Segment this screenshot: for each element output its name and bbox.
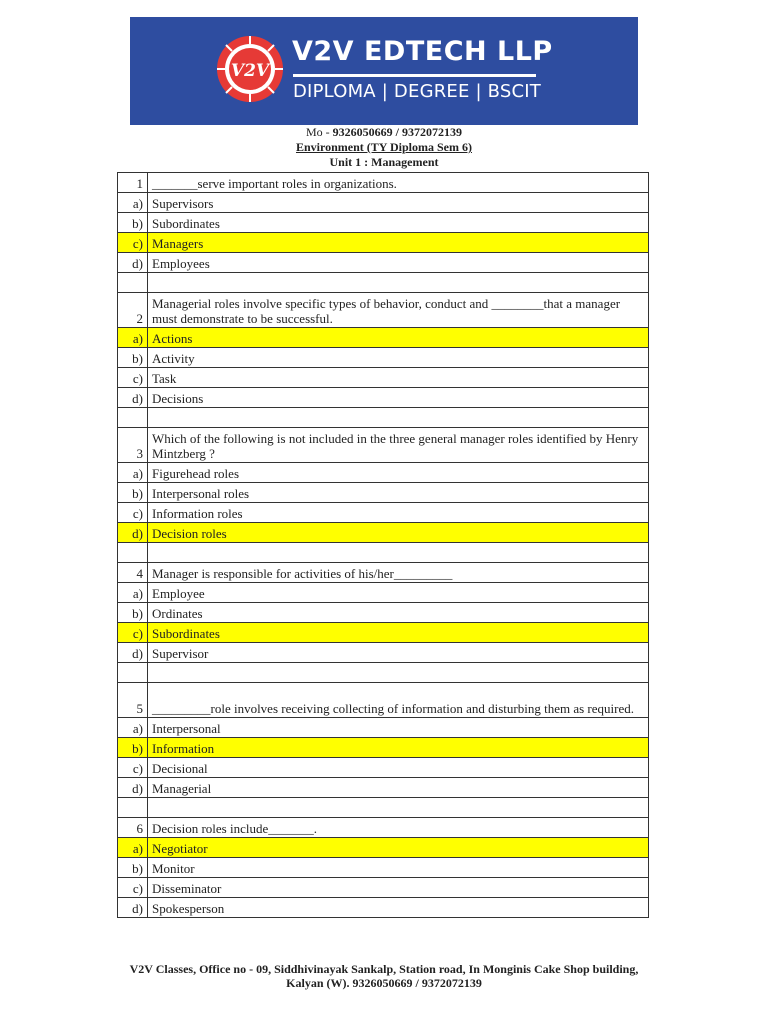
option-text: Figurehead roles	[148, 463, 649, 483]
questions-table	[117, 172, 649, 918]
option-label: b)	[118, 213, 148, 233]
question-row	[118, 683, 649, 718]
option-label: d)	[118, 388, 148, 408]
unit-title	[0, 155, 768, 170]
spacer-cell	[118, 408, 148, 428]
question-text: _________role involves receiving collecting of information and disturbing them as required.	[148, 683, 649, 718]
option-row	[118, 858, 649, 878]
option-label: b)	[118, 858, 148, 878]
option-row	[118, 718, 649, 738]
option-row-correct	[118, 328, 649, 348]
question-text: Decision roles include_______.	[148, 818, 649, 838]
unit-text: Unit 1 : Management	[329, 155, 439, 169]
option-text: Negotiator	[148, 838, 649, 858]
option-text: Actions	[148, 328, 649, 348]
option-label: d)	[118, 253, 148, 273]
spacer-cell	[118, 543, 148, 563]
option-row	[118, 503, 649, 523]
option-label: a)	[118, 463, 148, 483]
option-row	[118, 388, 649, 408]
option-text: Supervisor	[148, 643, 649, 663]
option-label: d)	[118, 523, 148, 543]
question-number: 5	[118, 683, 148, 718]
spacer-cell	[148, 273, 649, 293]
option-row	[118, 898, 649, 918]
option-label: c)	[118, 878, 148, 898]
option-label: b)	[118, 348, 148, 368]
spacer-cell	[148, 663, 649, 683]
option-text: Subordinates	[148, 623, 649, 643]
option-row	[118, 193, 649, 213]
option-row	[118, 778, 649, 798]
spacer-row	[118, 273, 649, 293]
option-row	[118, 253, 649, 273]
footer-line-1: V2V Classes, Office no - 09, Siddhivinayak Sankalp, Station road, In Monginis Cake Shop building,	[129, 962, 639, 976]
option-label: b)	[118, 603, 148, 623]
option-text: Subordinates	[148, 213, 649, 233]
question-number: 6	[118, 818, 148, 838]
option-label: d)	[118, 898, 148, 918]
brand-tagline: DIPLOMA | DEGREE | BSCIT	[293, 81, 542, 102]
option-row-correct	[118, 523, 649, 543]
spacer-cell	[118, 663, 148, 683]
option-label: b)	[118, 738, 148, 758]
option-row-correct	[118, 838, 649, 858]
footer-line-2: Kalyan (W). 9326050669 / 9372072139	[286, 976, 482, 990]
option-text: Spokesperson	[148, 898, 649, 918]
spacer-cell	[118, 798, 148, 818]
option-row	[118, 758, 649, 778]
option-label: c)	[118, 503, 148, 523]
option-text: Managerial	[148, 778, 649, 798]
option-row	[118, 213, 649, 233]
option-label: a)	[118, 718, 148, 738]
question-text: _______serve important roles in organizations.	[148, 173, 649, 193]
spacer-row	[118, 408, 649, 428]
contact-line	[0, 125, 768, 140]
subject-text: Environment (TY Diploma Sem 6)	[295, 140, 472, 154]
header-banner	[130, 17, 638, 125]
question-text: Managerial roles involve specific types of behavior, conduct and ________that a manager must demonstrate to be successful.	[148, 293, 649, 328]
v2v-logo-icon	[216, 35, 284, 103]
option-text: Supervisors	[148, 193, 649, 213]
option-row-correct	[118, 623, 649, 643]
spacer-cell	[148, 543, 649, 563]
option-text: Interpersonal roles	[148, 483, 649, 503]
brand-title: V2V EDTECH LLP	[292, 36, 553, 67]
mobile-prefix: Mo -	[305, 125, 333, 139]
option-row	[118, 603, 649, 623]
option-label: a)	[118, 328, 148, 348]
question-number: 4	[118, 563, 148, 583]
option-row	[118, 878, 649, 898]
option-text: Decisions	[148, 388, 649, 408]
option-text: Information roles	[148, 503, 649, 523]
option-text: Employees	[148, 253, 649, 273]
question-row	[118, 428, 649, 463]
question-text: Manager is responsible for activities of his/her_________	[148, 563, 649, 583]
option-text: Employee	[148, 583, 649, 603]
option-row	[118, 368, 649, 388]
option-row	[118, 463, 649, 483]
spacer-cell	[148, 798, 649, 818]
option-text: Decision roles	[148, 523, 649, 543]
option-text: Ordinates	[148, 603, 649, 623]
option-label: c)	[118, 233, 148, 253]
option-text: Decisional	[148, 758, 649, 778]
option-row	[118, 643, 649, 663]
question-number: 3	[118, 428, 148, 463]
question-row	[118, 173, 649, 193]
brand-divider	[293, 74, 536, 77]
question-row	[118, 818, 649, 838]
spacer-row	[118, 543, 649, 563]
option-label: a)	[118, 193, 148, 213]
mobile-numbers: 9326050669 / 9372072139	[332, 125, 462, 139]
logo-text: V2V	[230, 61, 270, 81]
spacer-cell	[148, 408, 649, 428]
question-row	[118, 563, 649, 583]
option-row	[118, 583, 649, 603]
spacer-row	[118, 663, 649, 683]
question-number: 1	[118, 173, 148, 193]
footer-address	[0, 962, 768, 990]
question-text: Which of the following is not included in the three general manager roles identified by Henry Mintzberg ?	[148, 428, 649, 463]
spacer-row	[118, 798, 649, 818]
option-row-correct	[118, 738, 649, 758]
option-text: Task	[148, 368, 649, 388]
option-text: Disseminator	[148, 878, 649, 898]
option-text: Interpersonal	[148, 718, 649, 738]
question-row	[118, 293, 649, 328]
spacer-cell	[118, 273, 148, 293]
option-row-correct	[118, 233, 649, 253]
option-label: c)	[118, 368, 148, 388]
option-label: b)	[118, 483, 148, 503]
option-text: Monitor	[148, 858, 649, 878]
option-label: d)	[118, 778, 148, 798]
option-row	[118, 348, 649, 368]
option-text: Activity	[148, 348, 649, 368]
questions-body	[118, 173, 649, 918]
option-label: d)	[118, 643, 148, 663]
option-row	[118, 483, 649, 503]
option-label: c)	[118, 758, 148, 778]
option-label: a)	[118, 583, 148, 603]
subject-title	[0, 140, 768, 155]
option-text: Managers	[148, 233, 649, 253]
option-label: a)	[118, 838, 148, 858]
question-number: 2	[118, 293, 148, 328]
option-label: c)	[118, 623, 148, 643]
option-text: Information	[148, 738, 649, 758]
